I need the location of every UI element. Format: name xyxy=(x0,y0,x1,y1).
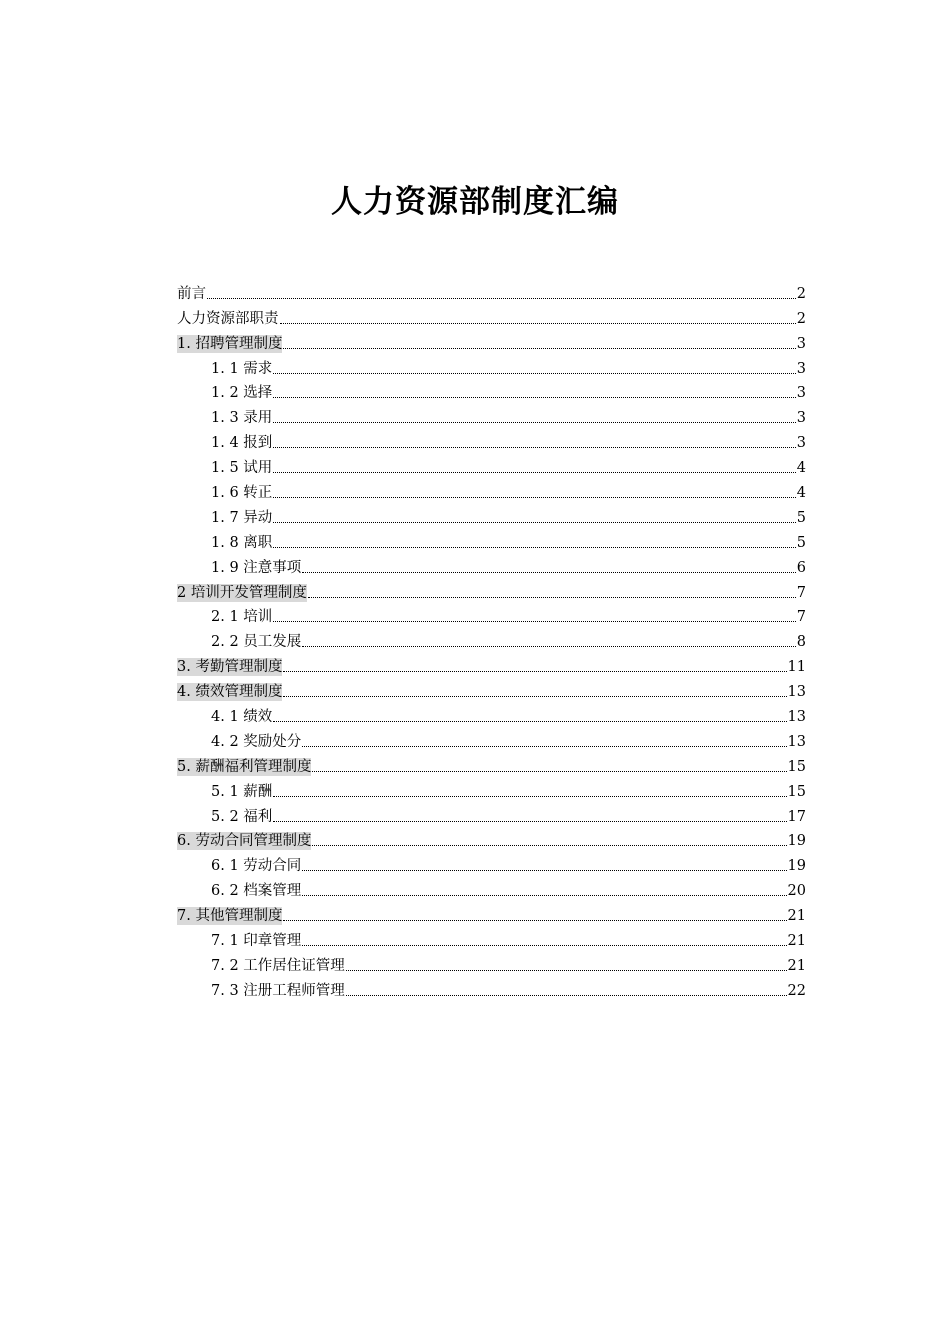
toc-entry-page-number: 15 xyxy=(787,758,806,775)
toc-entry-label: 2 培训开发管理制度 xyxy=(177,584,307,601)
toc-entry-page-number: 21 xyxy=(787,908,806,925)
toc-entry-page-number: 19 xyxy=(787,858,806,875)
toc-entry-label: 1. 3 录用 xyxy=(211,410,273,427)
toc-entry-label: 1. 4 报到 xyxy=(211,435,273,452)
toc-entry-label: 5. 薪酬福利管理制度 xyxy=(177,758,312,775)
toc-entry-label: 6. 1 劳动合同 xyxy=(211,858,302,875)
toc-entry[interactable] xyxy=(177,604,806,629)
toc-entry[interactable] xyxy=(177,703,806,728)
toc-dot-leader xyxy=(283,696,786,697)
toc-entry-page-number: 17 xyxy=(787,808,806,825)
toc-dot-leader xyxy=(346,970,787,971)
toc-entry[interactable] xyxy=(177,404,806,429)
toc-entry-label: 1. 6 转正 xyxy=(211,485,273,502)
toc-entry-page-number: 3 xyxy=(796,360,806,377)
toc-entry[interactable] xyxy=(177,504,806,529)
toc-dot-leader xyxy=(346,995,787,996)
toc-entry-page-number: 13 xyxy=(787,733,806,750)
toc-entry-label: 5. 2 福利 xyxy=(211,808,273,825)
toc-entry-page-number: 3 xyxy=(796,435,806,452)
toc-dot-leader xyxy=(273,621,795,622)
toc-entry-page-number: 3 xyxy=(796,385,806,402)
toc-entry-page-number: 3 xyxy=(796,410,806,427)
toc-entry-page-number: 4 xyxy=(796,485,806,502)
toc-entry-page-number: 5 xyxy=(796,509,806,526)
toc-entry[interactable] xyxy=(177,877,806,902)
toc-dot-leader xyxy=(273,397,795,398)
toc-entry-page-number: 6 xyxy=(796,559,806,576)
toc-dot-leader xyxy=(273,721,786,722)
toc-dot-leader xyxy=(273,522,795,523)
toc-entry-label: 4. 绩效管理制度 xyxy=(177,684,283,701)
toc-dot-leader xyxy=(273,497,795,498)
toc-dot-leader xyxy=(308,597,796,598)
toc-entry-label: 3. 考勤管理制度 xyxy=(177,659,283,676)
toc-entry-label: 人力资源部职责 xyxy=(177,310,279,327)
toc-entry-label: 7. 2 工作居住证管理 xyxy=(211,957,345,974)
toc-entry-label: 5. 1 薪酬 xyxy=(211,783,273,800)
toc-entry-page-number: 8 xyxy=(796,634,806,651)
toc-dot-leader xyxy=(312,771,786,772)
toc-entry-page-number: 19 xyxy=(787,833,806,850)
toc-entry-label: 前言 xyxy=(177,285,206,302)
toc-entry[interactable] xyxy=(177,778,806,803)
toc-entry-label: 6. 劳动合同管理制度 xyxy=(177,833,312,850)
toc-dot-leader xyxy=(302,646,795,647)
toc-entry[interactable] xyxy=(177,305,806,330)
toc-entry-page-number: 11 xyxy=(787,659,806,676)
toc-entry[interactable] xyxy=(177,977,806,1002)
toc-entry[interactable] xyxy=(177,927,806,952)
toc-entry[interactable] xyxy=(177,380,806,405)
toc-entry-page-number: 5 xyxy=(796,534,806,551)
toc-dot-leader xyxy=(273,821,786,822)
toc-entry-label: 6. 2 档案管理 xyxy=(211,883,302,900)
toc-entry-label: 1. 1 需求 xyxy=(211,360,273,377)
toc-entry[interactable] xyxy=(177,753,806,778)
toc-dot-leader xyxy=(283,348,795,349)
toc-entry-page-number: 3 xyxy=(796,335,806,352)
page-title: 人力资源部制度汇编 xyxy=(331,184,619,220)
toc-entry[interactable] xyxy=(177,803,806,828)
toc-entry[interactable] xyxy=(177,355,806,380)
toc-entry[interactable] xyxy=(177,529,806,554)
table-of-contents xyxy=(177,280,806,1002)
toc-entry-label: 1. 7 异动 xyxy=(211,509,273,526)
toc-entry[interactable] xyxy=(177,828,806,853)
toc-dot-leader xyxy=(302,895,786,896)
toc-dot-leader xyxy=(302,870,786,871)
toc-entry-label: 4. 2 奖励处分 xyxy=(211,733,302,750)
toc-entry[interactable] xyxy=(177,454,806,479)
toc-entry-page-number: 21 xyxy=(787,933,806,950)
toc-dot-leader xyxy=(273,373,795,374)
toc-entry-label: 4. 1 绩效 xyxy=(211,709,273,726)
toc-dot-leader xyxy=(283,920,786,921)
toc-dot-leader xyxy=(273,796,786,797)
toc-entry[interactable] xyxy=(177,554,806,579)
toc-entry-label: 1. 5 试用 xyxy=(211,460,273,477)
toc-dot-leader xyxy=(302,945,786,946)
toc-entry[interactable] xyxy=(177,852,806,877)
toc-entry-page-number: 15 xyxy=(787,783,806,800)
toc-entry-label: 1. 招聘管理制度 xyxy=(177,335,283,352)
toc-dot-leader xyxy=(273,422,795,423)
toc-dot-leader xyxy=(273,472,795,473)
toc-entry-label: 2. 1 培训 xyxy=(211,609,273,626)
toc-dot-leader xyxy=(280,323,796,324)
toc-entry-label: 1. 8 离职 xyxy=(211,534,273,551)
toc-entry[interactable] xyxy=(177,678,806,703)
toc-entry-page-number: 13 xyxy=(787,684,806,701)
toc-dot-leader xyxy=(302,572,795,573)
toc-dot-leader xyxy=(302,746,786,747)
toc-entry-page-number: 22 xyxy=(787,982,806,999)
toc-entry[interactable] xyxy=(177,479,806,504)
toc-entry[interactable] xyxy=(177,728,806,753)
toc-entry-page-number: 20 xyxy=(787,883,806,900)
toc-entry-label: 7. 3 注册工程师管理 xyxy=(211,982,345,999)
toc-entry-page-number: 2 xyxy=(796,310,806,327)
toc-entry-label: 1. 2 选择 xyxy=(211,385,273,402)
toc-entry[interactable] xyxy=(177,653,806,678)
toc-dot-leader xyxy=(207,298,796,299)
toc-entry-label: 7. 1 印章管理 xyxy=(211,933,302,950)
toc-entry[interactable] xyxy=(177,628,806,653)
toc-entry[interactable] xyxy=(177,579,806,604)
toc-entry-page-number: 13 xyxy=(787,709,806,726)
toc-dot-leader xyxy=(273,447,795,448)
toc-dot-leader xyxy=(283,671,786,672)
toc-dot-leader xyxy=(312,845,786,846)
toc-entry-label: 7. 其他管理制度 xyxy=(177,908,283,925)
toc-entry-page-number: 2 xyxy=(796,285,806,302)
toc-entry-label: 1. 9 注意事项 xyxy=(211,559,302,576)
toc-entry[interactable] xyxy=(177,902,806,927)
toc-entry-page-number: 7 xyxy=(796,584,806,601)
toc-entry[interactable] xyxy=(177,280,806,305)
toc-entry-page-number: 4 xyxy=(796,460,806,477)
toc-entry[interactable] xyxy=(177,952,806,977)
toc-entry-label: 2. 2 员工发展 xyxy=(211,634,302,651)
toc-entry-page-number: 21 xyxy=(787,957,806,974)
toc-entry-page-number: 7 xyxy=(796,609,806,626)
toc-dot-leader xyxy=(273,547,795,548)
toc-entry[interactable] xyxy=(177,429,806,454)
toc-entry[interactable] xyxy=(177,330,806,355)
